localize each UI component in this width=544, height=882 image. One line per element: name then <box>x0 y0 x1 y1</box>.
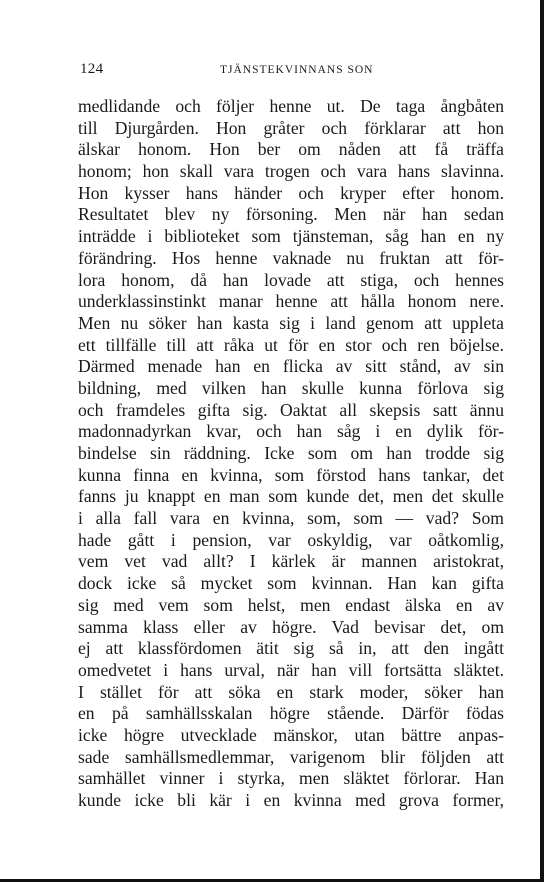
text-line: inträdde i biblioteket som tjänsteman, såg han en ny <box>78 226 504 247</box>
text-line: honom; hon skall vara trogen och vara hans slavinna. <box>78 161 504 182</box>
text-line: fanns ju knappt en man som kunde det, men det skulle <box>78 486 504 507</box>
text-line: och framdeles gifta sig. Oaktat all skepsis satt ännu <box>78 399 504 420</box>
text-line: en på samhällsskalan högre stående. Därför födas <box>78 703 504 724</box>
body-text <box>78 96 504 812</box>
text-line: Hon kysser hans händer och kryper efter honom. <box>78 182 504 203</box>
text-line: samhället vinner i styrka, men släktet förlorar. Han <box>78 768 504 789</box>
text-line: ej att klassfördomen ätit sig så in, att den ingått <box>78 638 504 659</box>
text-line: sig med vem som helst, men endast älska en av <box>78 594 504 615</box>
text-line: I stället för att söka en stark moder, söker han <box>78 681 504 702</box>
page-header <box>80 61 504 81</box>
text-line: Resultatet blev ny försoning. Men när han sedan <box>78 204 504 225</box>
text-line: förändring. Hos henne vaknade nu fruktan att för- <box>78 247 504 268</box>
text-line: samma klass eller av högre. Vad bevisar det, om <box>78 616 504 637</box>
text-line: sade samhällsmedlemmar, varigenom blir följden att <box>78 746 504 767</box>
text-line: dock icke så mycket som kvinnan. Han kan gifta <box>78 573 504 594</box>
text-line: vem vet vad allt? I kärlek är mannen aristokrat, <box>78 551 504 572</box>
text-line: icke högre utvecklade mänskor, utan bättre anpas- <box>78 724 504 745</box>
text-line: underklassinstinkt manar henne att hålla honom nere. <box>78 291 504 312</box>
text-line: bildning, med vilken han skulle kunna förlova sig <box>78 377 504 398</box>
text-line: kunde icke bli kär i en kvinna med grova former, <box>78 790 504 810</box>
text-line: Därmed menade han en flicka av sitt stånd, av sin <box>78 356 504 377</box>
text-line: omedvetet i hans urval, när han vill fortsätta släktet. <box>78 659 504 680</box>
text-line: hade gått i pension, var oskyldig, var oåtkomlig, <box>78 529 504 550</box>
page-edge-right <box>540 0 544 882</box>
text-line: madonnadyrkan kvar, och han såg i en dylik för- <box>78 421 504 442</box>
text-line: bindelse sin räddning. Icke som om han trodde sig <box>78 443 504 463</box>
running-title: TJÄNSTEKVINNANS SON <box>220 64 374 76</box>
text-line: ett tillfälle till att råka ut för en stor och ren böjelse. <box>78 334 504 355</box>
text-line: älskar honom. Hon ber om nåden att få träffa <box>78 139 504 160</box>
text-line: lora honom, då han lovade att stiga, och hennes <box>78 269 504 290</box>
text-line: till Djurgården. Hon gråter och förklarar att hon <box>78 117 504 138</box>
text-line: kunna finna en kvinna, som förstod hans tankar, det <box>78 464 504 485</box>
page-number: 124 <box>80 61 104 77</box>
text-line: medlidande och följer henne ut. De taga ångbåten <box>78 96 504 116</box>
text-line: i alla fall vara en kvinna, som, som — vad? Som <box>78 508 504 529</box>
text-line: Men nu söker han kasta sig i land genom att uppleta <box>78 312 504 333</box>
